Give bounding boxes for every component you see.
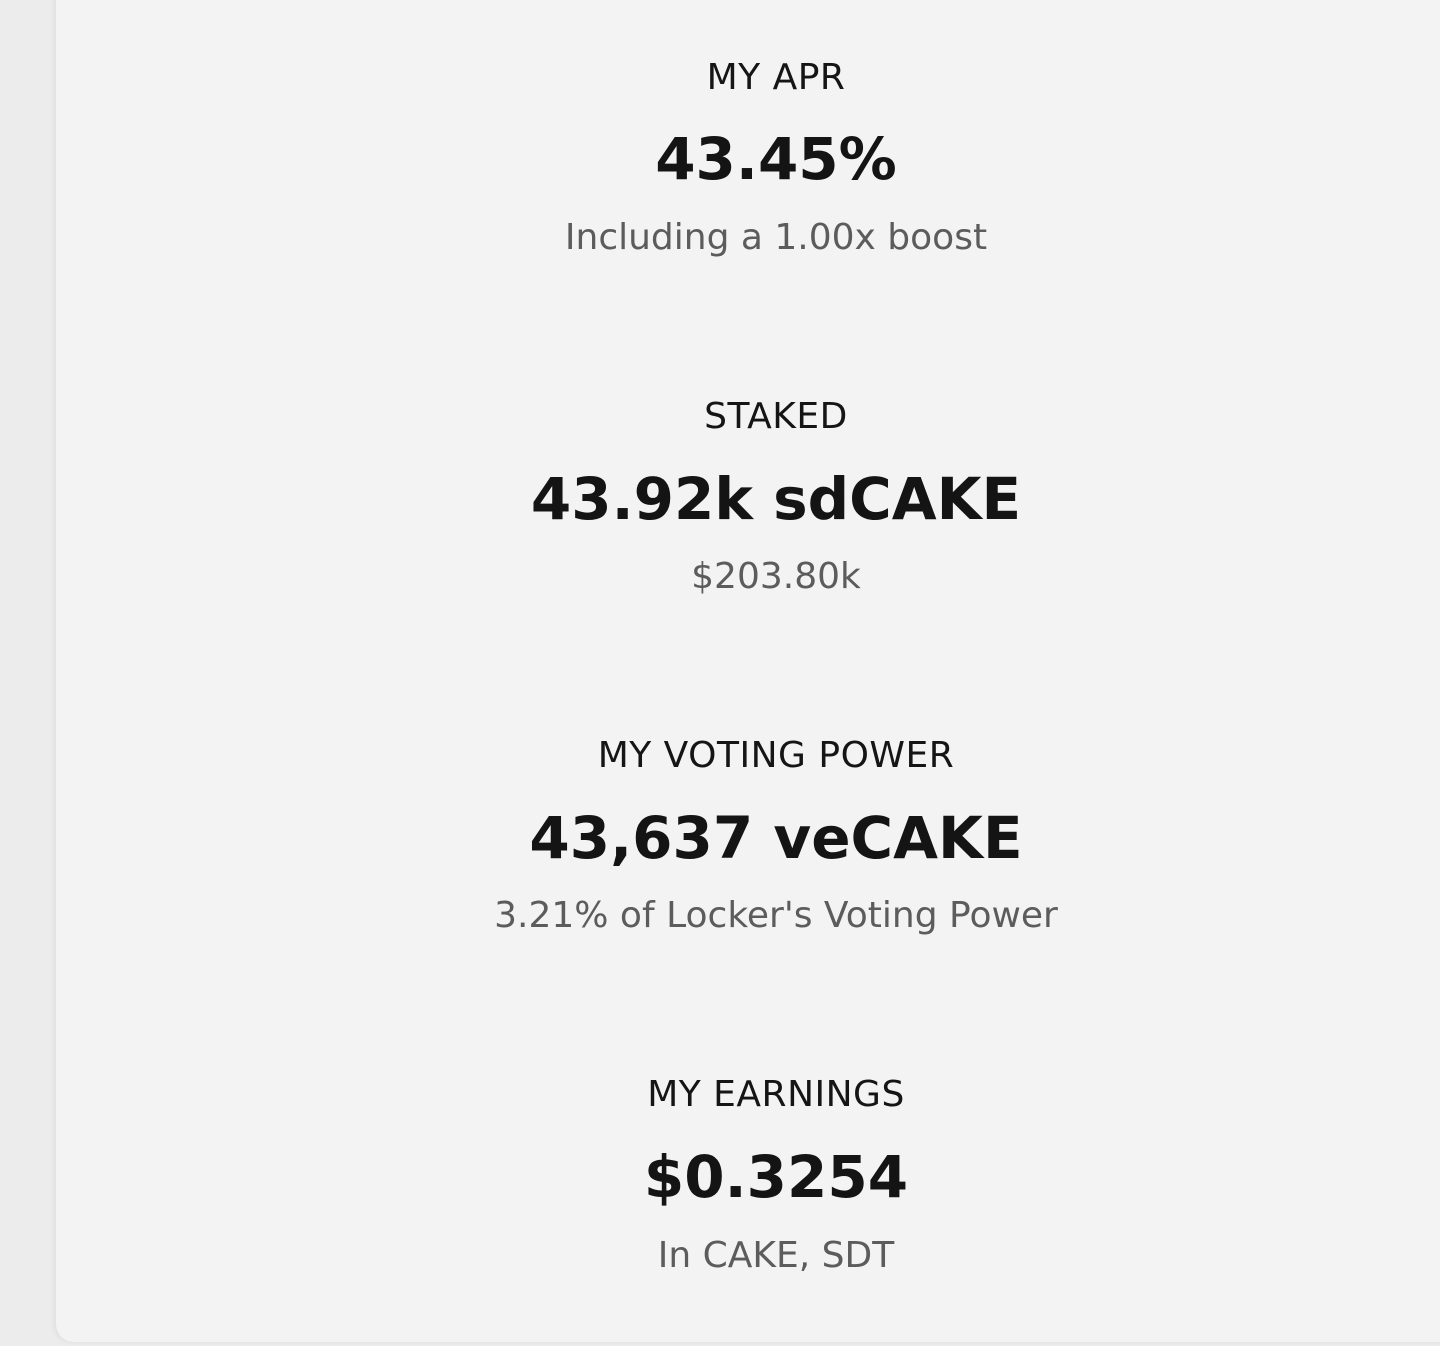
stat-label: STAKED — [704, 396, 848, 437]
stat-subtext: In CAKE, SDT — [657, 1235, 895, 1276]
stat-label: MY APR — [706, 57, 846, 98]
stat-value: 43,637 veCAKE — [529, 804, 1023, 872]
stat-subtext: Including a 1.00x boost — [564, 217, 988, 258]
stat-value: 43.45% — [655, 125, 897, 193]
stat-value: $0.3254 — [643, 1143, 909, 1211]
stat-label: MY VOTING POWER — [597, 735, 955, 776]
stats-card — [56, 0, 1440, 1342]
stat-subtext: $203.80k — [691, 556, 861, 597]
stat-value: 43.92k sdCAKE — [530, 465, 1022, 533]
stat-subtext: 3.21% of Locker's Voting Power — [494, 895, 1058, 936]
stat-label: MY EARNINGS — [647, 1074, 905, 1115]
